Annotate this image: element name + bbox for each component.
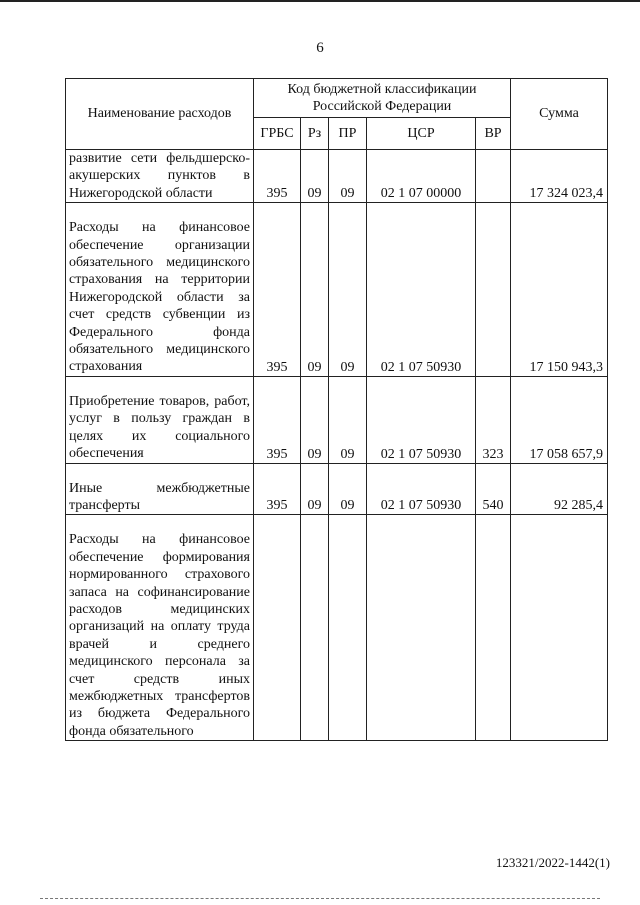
table-row xyxy=(66,150,608,203)
header-code-group: Код бюджетной классификации Российской Федерации xyxy=(254,79,511,118)
row-rz xyxy=(301,515,329,741)
row-sum xyxy=(511,515,608,741)
row-sum: 17 150 943,3 xyxy=(511,203,608,377)
header-pr: ПР xyxy=(329,118,367,150)
row-pr: 09 xyxy=(329,376,367,463)
row-rz: 09 xyxy=(301,463,329,515)
row-pr xyxy=(329,515,367,741)
top-rule xyxy=(0,0,640,2)
header-grbs: ГРБС xyxy=(254,118,301,150)
row-csr: 02 1 07 00000 xyxy=(367,150,476,203)
table-row xyxy=(66,463,608,515)
row-sum: 17 324 023,4 xyxy=(511,150,608,203)
header-vr: ВР xyxy=(476,118,511,150)
row-grbs: 395 xyxy=(254,376,301,463)
row-rz: 09 xyxy=(301,376,329,463)
row-grbs: 395 xyxy=(254,203,301,377)
row-vr xyxy=(476,150,511,203)
row-sum: 17 058 657,9 xyxy=(511,376,608,463)
table-row xyxy=(66,203,608,377)
header-name: Наименование расходов xyxy=(66,79,254,150)
row-rz: 09 xyxy=(301,150,329,203)
row-name: Расходы на финансовое обеспечение организации обязательного медицинского страхования на территории Нижегородской области за счет средств субвенции из Федерального фонда обязательного медицинского страхования xyxy=(66,203,254,377)
row-sum: 92 285,4 xyxy=(511,463,608,515)
row-grbs: 395 xyxy=(254,150,301,203)
row-vr xyxy=(476,515,511,741)
bottom-dashed-line xyxy=(40,898,600,899)
row-grbs xyxy=(254,515,301,741)
row-vr: 323 xyxy=(476,376,511,463)
document-code: 123321/2022-1442(1) xyxy=(495,855,610,870)
header-rz: Рз xyxy=(301,118,329,150)
row-csr xyxy=(367,515,476,741)
header-csr: ЦСР xyxy=(367,118,476,150)
row-csr: 02 1 07 50930 xyxy=(367,463,476,515)
table-row xyxy=(66,376,608,463)
row-csr: 02 1 07 50930 xyxy=(367,376,476,463)
row-name: Расходы на финансовое обеспечение формирования нормированного страхового запаса на софинансирование расходов медицинских организаций на оплату труда врачей и среднего медицинского персонала за счет средств иных межбюджетных трансфертов из бюджета Федерального фонда обязательного xyxy=(66,515,254,741)
header-sum: Сумма xyxy=(511,79,608,150)
row-csr: 02 1 07 50930 xyxy=(367,203,476,377)
header-row-top xyxy=(66,79,608,118)
row-grbs: 395 xyxy=(254,463,301,515)
row-name: развитие сети фельдшерско-акушерских пунктов в Нижегородской области xyxy=(66,150,254,203)
row-pr: 09 xyxy=(329,150,367,203)
row-vr: 540 xyxy=(476,463,511,515)
budget-table xyxy=(65,78,608,741)
row-pr: 09 xyxy=(329,203,367,377)
row-pr: 09 xyxy=(329,463,367,515)
row-rz: 09 xyxy=(301,203,329,377)
row-name: Иные межбюджетные трансферты xyxy=(66,463,254,515)
table-row xyxy=(66,515,608,741)
row-vr xyxy=(476,203,511,377)
row-name: Приобретение товаров, работ, услуг в пользу граждан в целях их социального обеспечения xyxy=(66,376,254,463)
page-number: 6 xyxy=(316,40,324,56)
